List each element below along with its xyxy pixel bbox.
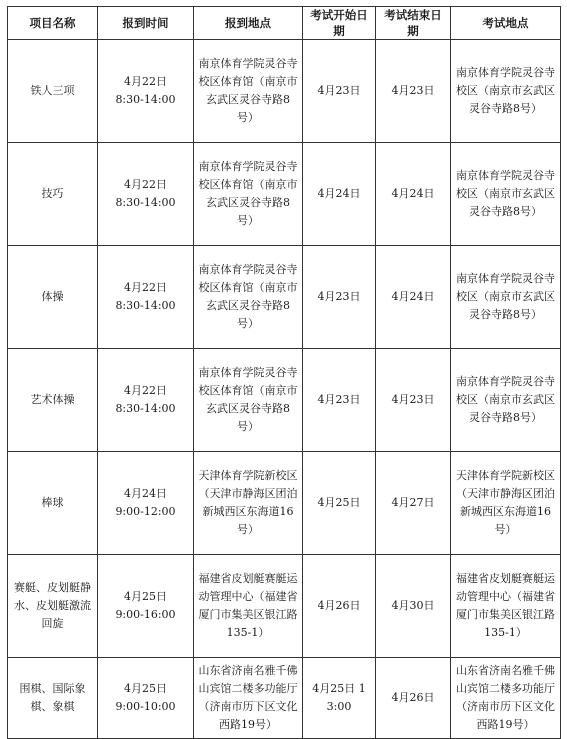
- exam-schedule-container: [7, 6, 560, 739]
- cell-project: 艺术体操: [8, 349, 98, 452]
- header-project: 项目名称: [8, 7, 98, 40]
- cell-exam-place: 南京体育学院灵谷寺校区（南京市玄武区灵谷寺路8号）: [451, 246, 561, 349]
- cell-report-place: 南京体育学院灵谷寺校区体育馆（南京市玄武区灵谷寺路8号）: [194, 246, 303, 349]
- cell-end-date: 4月30日: [376, 555, 451, 658]
- table-row: [8, 555, 561, 658]
- table-row: [8, 143, 561, 246]
- report-hours: 9:00-10:00: [115, 700, 176, 713]
- cell-project: 赛艇、皮划艇静水、皮划艇激流回旋: [8, 555, 98, 658]
- header-exam-place: 考试地点: [451, 7, 561, 40]
- cell-start-date: 4月23日: [303, 246, 376, 349]
- cell-report-time: [98, 143, 194, 246]
- cell-project: 技巧: [8, 143, 98, 246]
- report-date: 4月25日: [124, 590, 167, 603]
- cell-report-time: [98, 555, 194, 658]
- report-date: 4月22日: [124, 384, 167, 397]
- header-report-place: 报到地点: [194, 7, 303, 40]
- cell-project: 围棋、国际象棋、象棋: [8, 658, 98, 739]
- cell-end-date: 4月23日: [376, 40, 451, 143]
- header-start-date: 考试开始日期: [303, 7, 376, 40]
- table-row: [8, 658, 561, 739]
- report-hours: 8:30-14:00: [115, 402, 176, 415]
- cell-end-date: 4月24日: [376, 143, 451, 246]
- cell-exam-place: 南京体育学院灵谷寺校区（南京市玄武区灵谷寺路8号）: [451, 143, 561, 246]
- cell-report-place: 福建省皮划艇赛艇运动管理中心（福建省厦门市集美区银江路135-1）: [194, 555, 303, 658]
- cell-report-place: 天津体育学院新校区（天津市静海区团泊新城西区东海道16号）: [194, 452, 303, 555]
- cell-end-date: 4月27日: [376, 452, 451, 555]
- cell-project: 铁人三项: [8, 40, 98, 143]
- cell-report-place: 山东省济南名雅千佛山宾馆二楼多功能厅（济南市历下区文化西路19号）: [194, 658, 303, 739]
- cell-exam-place: 南京体育学院灵谷寺校区（南京市玄武区灵谷寺路8号）: [451, 40, 561, 143]
- cell-project: 体操: [8, 246, 98, 349]
- report-date: 4月22日: [124, 178, 167, 191]
- cell-exam-place: 南京体育学院灵谷寺校区（南京市玄武区灵谷寺路8号）: [451, 349, 561, 452]
- cell-end-date: 4月23日: [376, 349, 451, 452]
- cell-report-time: [98, 246, 194, 349]
- header-report-time: 报到时间: [98, 7, 194, 40]
- report-hours: 8:30-14:00: [115, 93, 176, 106]
- cell-report-place: 南京体育学院灵谷寺校区体育馆（南京市玄武区灵谷寺路8号）: [194, 349, 303, 452]
- table-row: [8, 246, 561, 349]
- report-date: 4月24日: [124, 487, 167, 500]
- cell-report-time: [98, 349, 194, 452]
- cell-end-date: 4月24日: [376, 246, 451, 349]
- exam-schedule-table: [7, 6, 561, 739]
- cell-report-time: [98, 40, 194, 143]
- cell-start-date: 4月23日: [303, 40, 376, 143]
- report-hours: 9:00-16:00: [115, 608, 176, 621]
- cell-start-date: 4月25日 13:00: [303, 658, 376, 739]
- cell-report-time: [98, 452, 194, 555]
- report-date: 4月22日: [124, 281, 167, 294]
- table-row: [8, 40, 561, 143]
- report-hours: 8:30-14:00: [115, 196, 176, 209]
- report-hours: 8:30-14:00: [115, 299, 176, 312]
- table-row: [8, 349, 561, 452]
- header-end-date: 考试结束日期: [376, 7, 451, 40]
- cell-report-place: 南京体育学院灵谷寺校区体育馆（南京市玄武区灵谷寺路8号）: [194, 143, 303, 246]
- report-date: 4月22日: [124, 75, 167, 88]
- cell-start-date: 4月25日: [303, 452, 376, 555]
- header-row: [8, 7, 561, 40]
- cell-start-date: 4月24日: [303, 143, 376, 246]
- cell-report-place: 南京体育学院灵谷寺校区体育馆（南京市玄武区灵谷寺路8号）: [194, 40, 303, 143]
- cell-exam-place: 福建省皮划艇赛艇运动管理中心（福建省厦门市集美区银江路135-1）: [451, 555, 561, 658]
- cell-end-date: 4月26日: [376, 658, 451, 739]
- cell-project: 棒球: [8, 452, 98, 555]
- cell-exam-place: 天津体育学院新校区（天津市静海区团泊新城西区东海道16号）: [451, 452, 561, 555]
- cell-start-date: 4月26日: [303, 555, 376, 658]
- cell-start-date: 4月23日: [303, 349, 376, 452]
- cell-report-time: [98, 658, 194, 739]
- report-date: 4月25日: [124, 682, 167, 695]
- cell-exam-place: 山东省济南名雅千佛山宾馆二楼多功能厅（济南市历下区文化西路19号）: [451, 658, 561, 739]
- report-hours: 9:00-12:00: [115, 505, 176, 518]
- table-row: [8, 452, 561, 555]
